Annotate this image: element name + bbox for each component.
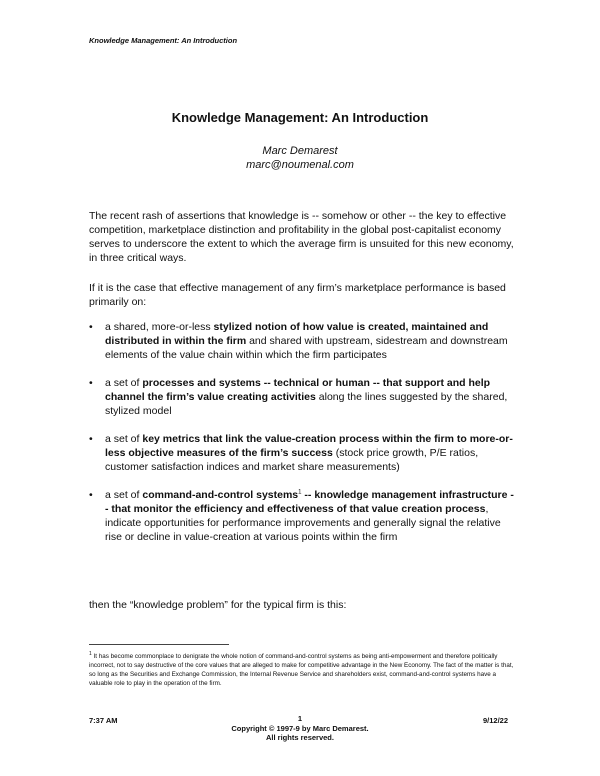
copyright-notice: Copyright © 1997-9 by Marc Demarest. xyxy=(231,723,369,733)
bullet-icon: • xyxy=(89,489,93,501)
bullet-icon: • xyxy=(89,433,93,445)
footnote-reference[interactable]: 1 xyxy=(298,489,302,496)
footer-time: 7:37 AM xyxy=(89,716,118,725)
footnote xyxy=(89,650,519,688)
premise-paragraph: If it is the case that effective management of any firm’s marketplace performance is based primarily on: xyxy=(89,282,506,308)
conclusion-paragraph: then the “knowledge problem” for the typical firm is this: xyxy=(89,599,347,611)
footer-date: 9/12/22 xyxy=(483,716,509,725)
footnote-marker: 1 xyxy=(89,651,92,657)
bullet-list xyxy=(89,320,515,558)
author-email: marc@noumenal.com xyxy=(246,159,354,171)
intro-paragraph: The recent rash of assertions that knowledge is -- somehow or other -- the key to effective competition, marketplace distinction and profitability in the global post-capitalist economy serves to underscore the extent to which the average firm is unsuited for this new economy, in three critical ways. xyxy=(89,210,514,264)
running-header: Knowledge Management: An Introduction xyxy=(89,36,238,45)
list-item: • a set of key metrics that link the value-creation process within the firm to more-or-less objective measures of the firm’s success (stock price growth, P/E ratios, customer satisfaction indices and market share measurements) xyxy=(89,433,513,473)
rights-notice: All rights reserved. xyxy=(266,733,334,742)
author-name: Marc Demarest xyxy=(262,145,338,157)
list-item: • a set of processes and systems -- technical or human -- that support and help channel the firm’s value creating activities along the lines suggested by the shared, stylized model xyxy=(89,377,508,417)
bullet-icon: • xyxy=(89,377,93,389)
footer-center xyxy=(0,714,600,743)
list-item: • a shared, more-or-less stylized notion of how value is created, maintained and distributed in within the firm and shared with upstream, sidestream and downstream elements of the value chain within which the firm participates xyxy=(89,321,508,361)
bullet-icon: • xyxy=(89,321,93,333)
document-title: Knowledge Management: An Introduction xyxy=(171,110,429,125)
footnote-text: It has become commonplace to denigrate the whole notion of command-and-control systems as being anti-empowerment and therefore politically incorrect, not to say destructive of the core values that are alleged to make for competitive advantage in the New Economy. The fact of the matter is that, so long as the Securities and Exchange Commission, the Internal Revenue Service and shareholders exist, command-and-control systems have a valuable role to play in the operation of the firm. xyxy=(89,653,514,688)
page-number: 1 xyxy=(297,714,303,723)
author-block xyxy=(0,144,600,172)
list-item: • a set of command-and-control systems$^1$ -- knowledge management infrastructure -- that monitor the efficiency and effectiveness of that value creation process, indicate opportunities for performance improvements and generally signal the relative rise or decline in value-creation at various points within the firm xyxy=(89,489,514,543)
footnote-divider xyxy=(89,644,229,645)
